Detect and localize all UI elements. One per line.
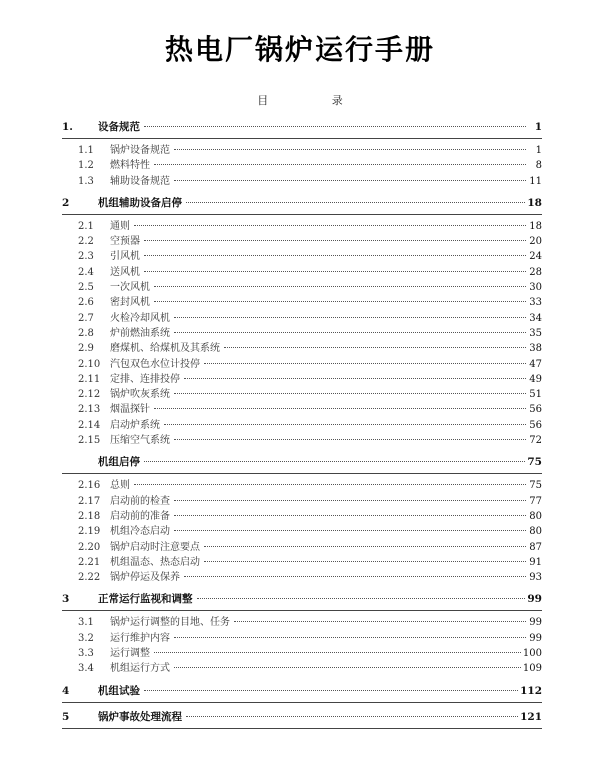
toc-entry-page: 47 [529,358,542,370]
toc-section-number: 3 [62,593,70,606]
toc-entry-page: 33 [529,297,542,309]
toc-section-row[interactable] [62,708,542,729]
toc-entry-row[interactable] [62,295,542,310]
toc-dot-leader [184,576,526,577]
toc-entry-row[interactable] [62,357,542,372]
toc-entry-number: 2.16 [78,480,101,492]
toc-entry-row[interactable] [62,555,542,570]
toc-entry-title: 汽包双色水位计投停 [110,358,200,370]
toc-entry-row[interactable] [62,249,542,264]
toc-entry-page: 56 [529,404,542,416]
toc-entry-row[interactable] [62,311,542,326]
toc-heading: 目 录 [257,94,373,107]
toc-dot-leader [174,667,521,668]
toc-entry-number: 2.3 [78,251,94,263]
toc-dot-leader [204,363,526,364]
toc-dot-leader [204,561,526,562]
toc-entry-page: 24 [529,251,542,263]
toc-dot-leader [144,126,526,127]
toc-section-number: 2 [62,196,70,209]
toc-entry-row[interactable] [62,478,542,493]
toc-entry-title: 炉前燃油系统 [110,327,170,339]
toc-dot-leader [154,301,526,302]
document-title: 热电厂锅炉运行手册 [164,33,435,66]
toc-dot-leader [174,530,526,531]
toc-entry-row[interactable] [62,631,542,646]
toc-entry-title: 空预器 [110,236,140,248]
toc-entry-number: 3.1 [78,617,94,629]
toc-dot-leader [174,637,526,638]
toc-entry-row[interactable] [62,524,542,539]
toc-section-page: 99 [527,593,542,606]
toc-entry-title: 火检冷却风机 [110,312,170,324]
toc-entry-page: 34 [529,312,542,324]
toc-entry-number: 1.3 [78,175,94,187]
toc-entry-page: 99 [529,632,542,644]
toc-entry-row[interactable] [62,402,542,417]
toc-entry-page: 49 [529,373,542,385]
toc-dot-leader [197,598,526,599]
toc-entry-page: 28 [529,266,542,278]
toc-entry-title: 送风机 [110,266,140,278]
toc-entry-page: 93 [529,572,542,584]
toc-entry-title: 一次风机 [110,282,150,294]
toc-section-title: 正常运行监视和调整 [98,593,193,606]
toc-entry-row[interactable] [62,219,542,234]
toc-entry-number: 2.8 [78,327,94,339]
toc-section-number: 5 [62,710,70,723]
toc-dot-leader [234,621,526,622]
toc-entry-row[interactable] [62,570,542,585]
toc-dot-leader [174,515,526,516]
toc-entry-number: 2.4 [78,266,94,278]
toc-section-title: 锅炉事故处理流程 [98,710,182,723]
toc-dot-leader [154,286,526,287]
toc-entry-row[interactable] [62,509,542,524]
toc-entry-page: 30 [529,282,542,294]
toc-dot-leader [164,424,526,425]
toc-entry-row[interactable] [62,615,542,630]
toc-entry-number: 2.9 [78,343,94,355]
toc-entry-row[interactable] [62,494,542,509]
toc-entry-row[interactable] [62,433,542,448]
toc-entry-title: 通则 [110,220,130,232]
toc-entry-number: 2.2 [78,236,94,248]
toc-section-title: 机组启停 [98,456,140,469]
toc-entry-page: 91 [529,556,542,568]
toc-dot-leader [174,317,526,318]
toc-section-page: 112 [520,684,542,697]
toc-entry-number: 2.22 [78,572,101,584]
toc-entry-page: 100 [522,648,542,660]
toc-entry-row[interactable] [62,174,542,189]
toc-dot-leader [174,439,526,440]
toc-entry-page: 87 [529,541,542,553]
toc-entry-title: 锅炉吹灰系统 [110,389,170,401]
toc-entry-row[interactable] [62,143,542,158]
toc-dot-leader [174,149,526,150]
toc-entry-page: 80 [529,526,542,538]
toc-entry-number: 2.6 [78,297,94,309]
toc-entry-title: 锅炉停运及保养 [110,572,180,584]
toc-entry-number: 2.18 [78,510,101,522]
toc-entry-number: 2.15 [78,435,101,447]
toc-section-row[interactable] [62,118,542,139]
toc-entry-page: 11 [529,175,542,187]
toc-entry-number: 3.2 [78,632,94,644]
toc-entry-title: 运行维护内容 [110,632,170,644]
toc-entry-page: 38 [529,343,542,355]
toc-entry-title: 启动炉系统 [110,419,160,431]
toc-entry-title: 烟温探针 [110,404,150,416]
toc-dot-leader [154,652,521,653]
toc-entry-row[interactable] [62,661,542,676]
toc-entry-title: 锅炉运行调整的目地、任务 [110,617,230,629]
toc-section-number: 1. [62,121,73,133]
toc-entry-title: 辅助设备规范 [110,175,170,187]
toc-entry-title: 燃料特性 [110,160,150,172]
toc-section-title: 设备规范 [98,121,140,133]
toc-section-row[interactable] [62,590,542,611]
toc-entry-title: 锅炉启动时注意要点 [110,541,200,553]
toc-dot-leader [186,202,525,203]
toc-entry-number: 2.17 [78,495,101,507]
toc-entry-page: 72 [529,435,542,447]
toc-dot-leader [184,378,526,379]
toc-entry-title: 启动前的准备 [110,510,170,522]
toc-entry-title: 总则 [110,480,130,492]
toc-section-row[interactable] [62,194,542,215]
toc-entry-number: 2.13 [78,404,101,416]
toc-entry-title: 机组冷态启动 [110,526,170,538]
toc-entry-row[interactable] [62,372,542,387]
toc-entry-number: 2.5 [78,282,94,294]
toc-dot-leader [144,690,518,691]
toc-section-page: 18 [527,196,542,209]
toc-entry-row[interactable] [62,646,542,661]
toc-entry-title: 压缩空气系统 [110,435,170,447]
toc-entry-number: 3.3 [78,648,94,660]
toc-entry-title: 密封风机 [110,297,150,309]
toc-entry-row[interactable] [62,387,542,402]
toc-entry-row[interactable] [62,418,542,433]
toc-section-title: 机组试验 [98,684,140,697]
toc-dot-leader [186,716,518,717]
toc-entry-title: 机组温态、热态启动 [110,556,200,568]
toc-dot-leader [174,180,526,181]
toc-entry-row[interactable] [62,540,542,555]
toc-entry-page: 35 [529,327,542,339]
toc-dot-leader [154,164,526,165]
toc-dot-leader [144,255,526,256]
toc-entry-row[interactable] [62,234,542,249]
toc-section-row[interactable] [62,453,542,474]
toc-entry-number: 2.7 [78,312,94,324]
toc-entry-page: 1 [535,145,542,156]
toc-entry-number: 2.19 [78,526,101,538]
toc-section-row[interactable] [62,682,542,703]
toc-entry-page: 75 [529,480,542,492]
toc-entry-row[interactable] [62,326,542,341]
toc-entry-number: 2.14 [78,419,101,431]
toc-entry-page: 109 [522,663,542,675]
toc-entry-title: 启动前的检查 [110,495,170,507]
toc-dot-leader [134,225,526,226]
toc-entry-title: 运行调整 [110,648,150,660]
toc-entry-number: 2.20 [78,541,101,553]
toc-entry-number: 2.10 [78,358,101,370]
toc-entry-number: 1.1 [78,145,94,156]
toc-dot-leader [174,500,526,501]
toc-entry-title: 机组运行方式 [110,663,170,675]
toc-entry-title: 锅炉设备规范 [110,145,170,156]
toc-dot-leader [144,240,526,241]
toc-entry-page: 80 [529,510,542,522]
toc-entry-row[interactable] [62,341,542,356]
toc-section-page: 1 [534,121,542,133]
toc-entry-page: 8 [535,160,542,172]
toc-entry-title: 磨煤机、给煤机及其系统 [110,343,220,355]
toc-entry-number: 2.1 [78,220,94,232]
toc-entry-title: 引风机 [110,251,140,263]
toc-section-page: 121 [520,710,542,723]
toc-entry-number: 2.12 [78,389,101,401]
toc-section-page: 75 [527,456,542,469]
toc-entry-row[interactable] [62,265,542,280]
toc-dot-leader [134,484,526,485]
toc-dot-leader [204,546,526,547]
toc-dot-leader [144,461,525,462]
toc-dot-leader [174,393,526,394]
toc-entry-page: 56 [529,419,542,431]
toc-entry-row[interactable] [62,158,542,173]
toc-entry-page: 77 [529,495,542,507]
toc-section-title: 机组辅助设备启停 [98,196,182,209]
toc-entry-row[interactable] [62,280,542,295]
toc-entry-number: 1.2 [78,160,94,172]
toc-dot-leader [174,332,526,333]
toc-entry-page: 18 [529,220,542,232]
toc-dot-leader [224,347,526,348]
toc-entry-page: 20 [529,236,542,248]
toc-entry-title: 定排、连排投停 [110,373,180,385]
toc-entry-number: 2.11 [78,373,101,385]
toc-entry-page: 51 [529,389,542,401]
toc-dot-leader [154,408,526,409]
toc-entry-number: 3.4 [78,663,94,675]
toc-entry-number: 2.21 [78,556,101,568]
toc-dot-leader [144,271,526,272]
toc-section-number: 4 [62,684,70,697]
table-of-contents [62,118,542,733]
toc-entry-page: 99 [529,617,542,629]
